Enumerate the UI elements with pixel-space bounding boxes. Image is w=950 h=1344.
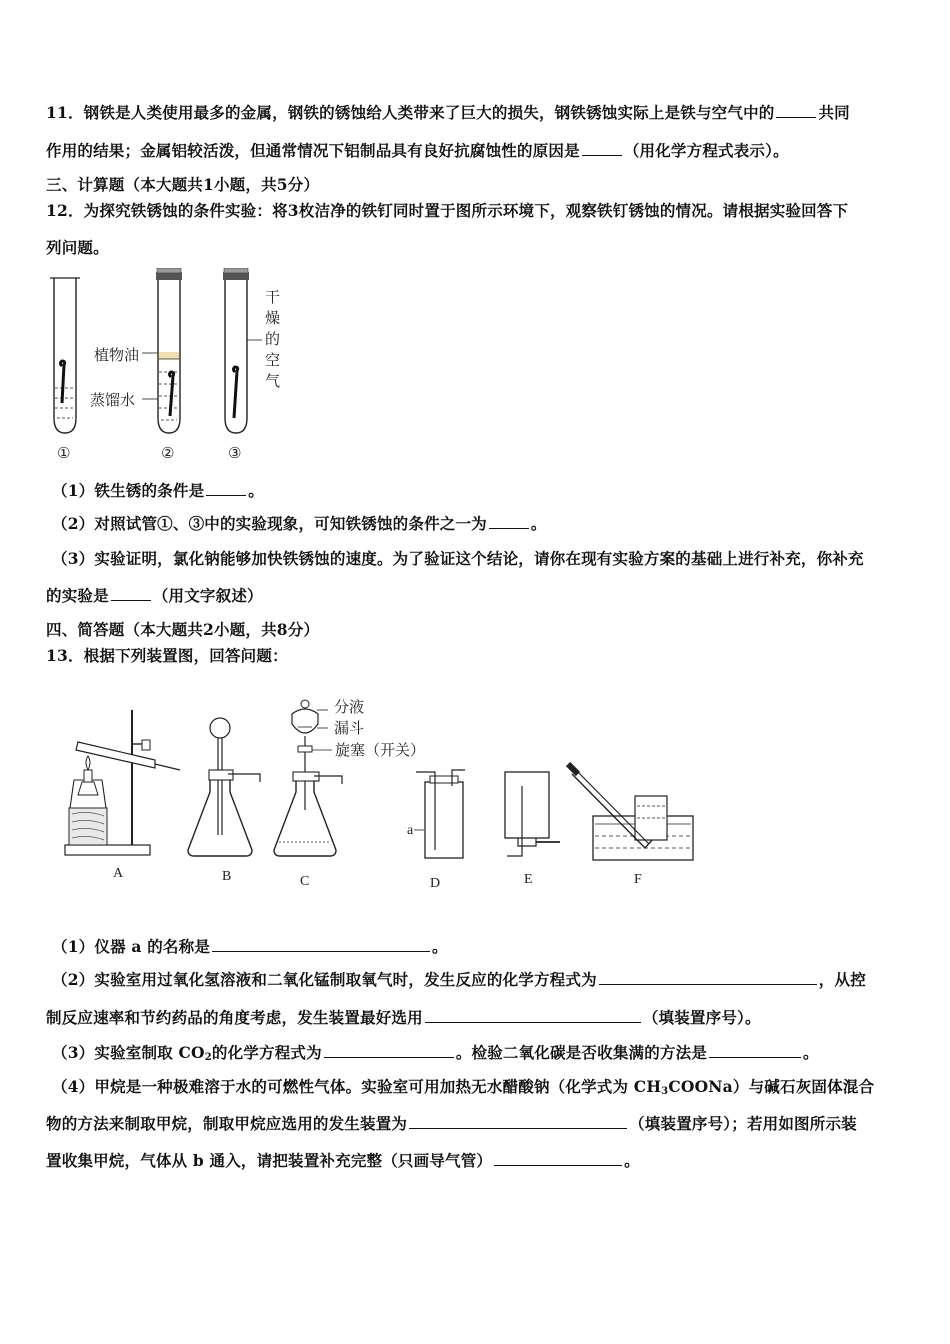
apparatus-figure xyxy=(60,690,710,895)
distilled-water-label: 蒸馏水 xyxy=(90,391,136,409)
dry-air-label-2: 燥 xyxy=(265,309,281,327)
apparatus-label-a: A xyxy=(113,866,124,881)
q13-sub4-line2: 物的方法来制取甲烷，制取甲烷应选用的发生装置为 （填装置序号）；若用如图所示装 xyxy=(46,1114,857,1133)
apparatus-label-e: E xyxy=(524,872,533,887)
tube-label-2: ② xyxy=(161,444,175,462)
section-heading: 四、简答题（本大题共2小题，共8分） xyxy=(46,620,320,639)
apparatus-d xyxy=(414,770,465,858)
q12-sub2: （2）对照试管①、③中的实验现象，可知铁锈蚀的条件之一为 。 xyxy=(52,514,547,533)
dry-air-label-1: 干 xyxy=(265,288,281,306)
test-tube-1 xyxy=(50,278,80,433)
answer-blank[interactable] xyxy=(599,970,817,985)
answer-blank[interactable] xyxy=(582,141,622,156)
q13-sub4-line1: （4）甲烷是一种极难溶于水的可燃性气体。实验室可用加热无水醋酸钠（化学式为 $CH_3COONa$）与碱石灰固体混合 xyxy=(52,1077,875,1097)
test-tubes-figure xyxy=(44,268,304,468)
separatory-funnel-label-2: 漏斗 xyxy=(334,719,365,737)
dry-air-label-3: 的 xyxy=(265,330,281,348)
separatory-funnel-label-1: 分液 xyxy=(334,698,365,716)
q12-line1: 12．为探究铁锈蚀的条件实验：将3枚洁净的铁钉同时置于图所示环境下，观察铁钉锈蚀的情况。请根据实验回答下 xyxy=(46,201,849,220)
answer-blank[interactable] xyxy=(212,937,430,952)
q12-sub3-line1: （3）实验证明，氯化钠能够加快铁锈蚀的速度。为了验证这个结论，请你在现有实验方案的基础上进行补充，你补充 xyxy=(52,549,864,568)
vegetable-oil-label: 植物油 xyxy=(94,346,140,364)
answer-blank[interactable] xyxy=(776,103,816,118)
answer-blank[interactable] xyxy=(494,1151,622,1166)
apparatus-label-f: F xyxy=(634,872,642,887)
apparatus-c xyxy=(274,700,342,856)
answer-blank[interactable] xyxy=(489,514,529,529)
answer-blank[interactable] xyxy=(425,1008,641,1023)
dry-air-label-4: 空 xyxy=(265,351,281,369)
apparatus-b xyxy=(188,718,260,856)
q12-line2: 列问题。 xyxy=(46,238,109,257)
apparatus-a xyxy=(65,710,180,855)
q12-sub1: （1）铁生锈的条件是 。 xyxy=(52,481,264,500)
q13-sub3: （3）实验室制取 $CO_2$的化学方程式为 。检验二氧化碳是否收集满的方法是 。 xyxy=(52,1043,819,1063)
answer-blank[interactable] xyxy=(111,586,151,601)
answer-blank[interactable] xyxy=(409,1114,627,1129)
apparatus-label-b: B xyxy=(222,869,232,884)
q12-sub3-line2: 的实验是 （用文字叙述） xyxy=(46,586,263,605)
section-heading: 三、计算题（本大题共1小题，共5分） xyxy=(46,175,320,194)
dry-air-label-5: 气 xyxy=(265,372,281,390)
instrument-a-label: a xyxy=(407,823,414,838)
apparatus-e xyxy=(505,772,560,856)
apparatus-label-c: C xyxy=(300,874,310,889)
stopcock-label: 旋塞（开关） xyxy=(335,741,426,759)
tube-label-3: ③ xyxy=(228,444,242,462)
answer-blank[interactable] xyxy=(324,1043,454,1058)
q13-sub2-line1: （2）实验室用过氧化氢溶液和二氧化锰制取氧气时，发生反应的化学方程式为 ，从控 xyxy=(52,970,866,989)
test-tube-3 xyxy=(223,268,262,433)
tube-label-1: ① xyxy=(57,444,71,462)
q13-sub2-line2: 制反应速率和节约药品的角度考虑，发生装置最好选用 （填装置序号）。 xyxy=(46,1008,761,1027)
apparatus-label-d: D xyxy=(430,876,441,891)
q11-line2: 作用的结果；金属铝较活泼，但通常情况下铝制品具有良好抗腐蚀性的原因是 （用化学方程式表示）。 xyxy=(46,141,789,160)
apparatus-f xyxy=(566,762,693,860)
q11-line1: 11．钢铁是人类使用最多的金属，钢铁的锈蚀给人类带来了巨大的损失，钢铁锈蚀实际上是铁与空气中的 共同 xyxy=(46,103,850,122)
q13-sub1: （1）仪器 a 的名称是 。 xyxy=(52,937,448,956)
q13-sub4-line3: 置收集甲烷，气体从 b 通入，请把装置补充完整（只画导气管） 。 xyxy=(46,1151,640,1170)
test-tube-2 xyxy=(142,268,182,433)
answer-blank[interactable] xyxy=(709,1043,801,1058)
q13-title: 13．根据下列装置图，回答问题： xyxy=(46,646,288,665)
answer-blank[interactable] xyxy=(206,481,246,496)
